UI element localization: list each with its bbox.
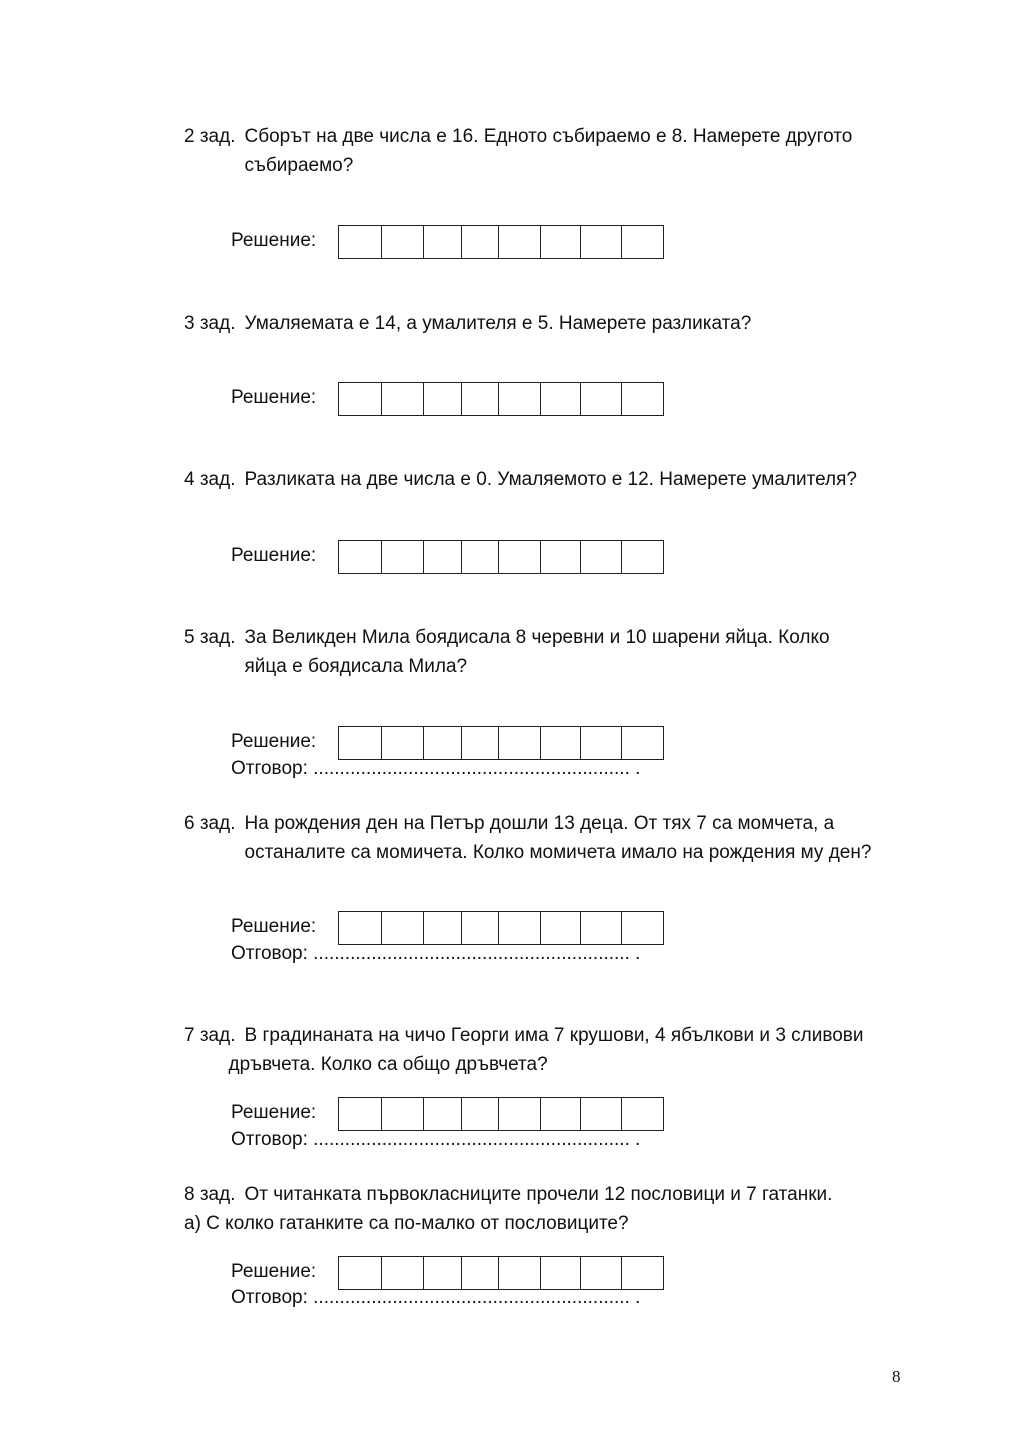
answer-cell[interactable] — [581, 383, 622, 415]
task-text: Разликата на две числа е 0. Умаляемото е 12. Намерете умалителя? — [244, 469, 857, 490]
answer-cell[interactable] — [339, 541, 382, 573]
task-text: На рождения ден на Петър дошли 13 деца. От тях 7 са момчета, а — [244, 813, 835, 834]
answer-grid — [338, 225, 664, 259]
solution-label: Решение: — [231, 916, 317, 937]
task-8 — [184, 1180, 944, 1238]
answer-cell[interactable] — [424, 383, 462, 415]
task-text: В градинаната на чичо Георги има 7 крушови, 4 ябълкови и 3 сливови — [244, 1025, 864, 1046]
answer-cell[interactable] — [424, 226, 462, 258]
task-5 — [184, 623, 944, 681]
answer-grid — [338, 540, 664, 574]
answer-grid — [338, 382, 664, 416]
task-text: събираемо? — [244, 155, 354, 176]
solution-label: Решение: — [231, 387, 317, 408]
solution-label: Решение: — [231, 731, 317, 752]
solution-row — [231, 540, 691, 574]
answer-cell[interactable] — [462, 383, 499, 415]
answer-cell[interactable] — [622, 383, 664, 415]
answer-cell[interactable] — [424, 541, 462, 573]
answer-line[interactable]: Отговор: ............................................................ . — [231, 1129, 641, 1150]
task-number: 3 зад. — [184, 313, 236, 334]
answer-line[interactable]: Отговор: ............................................................ . — [231, 943, 641, 964]
answer-cell[interactable] — [499, 541, 541, 573]
answer-cell[interactable] — [462, 226, 499, 258]
answer-cell[interactable] — [499, 383, 541, 415]
answer-cell[interactable] — [622, 541, 664, 573]
answer-cell[interactable] — [581, 541, 622, 573]
task-number: 6 зад. — [184, 813, 236, 834]
solution-row — [231, 382, 691, 416]
answer-cell[interactable] — [339, 226, 382, 258]
task-number: 2 зад. — [184, 126, 236, 147]
solution-label: Решение: — [231, 230, 317, 251]
answer-line[interactable]: Отговор: ............................................................ . — [231, 758, 641, 779]
task-text: дръвчета. Колко са общо дръвчета? — [228, 1054, 548, 1075]
answer-cell[interactable] — [382, 383, 424, 415]
solution-label: Решение: — [231, 1102, 317, 1123]
task-text: яйца е боядисала Мила? — [244, 656, 468, 677]
task-text: За Великден Мила боядисала 8 черевни и 10 шарени яйца. Колко — [244, 627, 830, 648]
answer-cell[interactable] — [541, 226, 581, 258]
task-6 — [184, 809, 944, 867]
task-text: Сборът на две числа е 16. Едното събираемо е 8. Намерете другото — [244, 126, 853, 147]
task-2 — [184, 122, 944, 180]
answer-cell[interactable] — [462, 541, 499, 573]
answer-cell[interactable] — [541, 383, 581, 415]
solution-label: Решение: — [231, 545, 317, 566]
task-text: От читанката първокласниците прочели 12 пословици и 7 гатанки. — [244, 1184, 833, 1205]
task-number: 8 зад. — [184, 1184, 236, 1205]
answer-line[interactable]: Отговор: ............................................................ . — [231, 1287, 641, 1308]
answer-cell[interactable] — [382, 226, 424, 258]
task-4 — [184, 465, 944, 494]
answer-cell[interactable] — [622, 226, 664, 258]
task-number: 5 зад. — [184, 627, 236, 648]
task-text: Умаляемата е 14, а умалителя е 5. Намерете разликата? — [244, 313, 752, 334]
task-number: 4 зад. — [184, 469, 236, 490]
task-7 — [184, 1021, 944, 1079]
answer-cell[interactable] — [499, 226, 541, 258]
task-text: останалите са момичета. Колко момичета имало на рождения му ден? — [244, 842, 872, 863]
answer-cell[interactable] — [581, 226, 622, 258]
answer-cell[interactable] — [339, 383, 382, 415]
task-3 — [184, 309, 944, 338]
solution-row — [231, 225, 691, 259]
answer-cell[interactable] — [541, 541, 581, 573]
task-number: 7 зад. — [184, 1025, 236, 1046]
answer-cell[interactable] — [382, 541, 424, 573]
page-number: 8 — [892, 1367, 901, 1386]
task-subquestion: а) С колко гатанките са по-малко от пословиците? — [184, 1213, 629, 1234]
solution-label: Решение: — [231, 1261, 317, 1282]
